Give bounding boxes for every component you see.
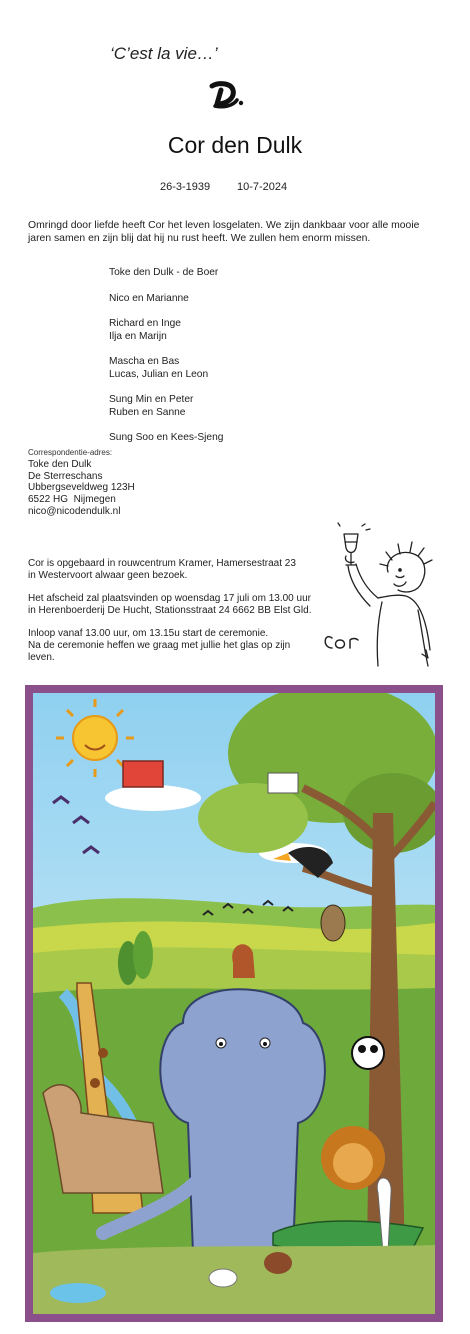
address-line: 6522 HG Nijmegen [28, 494, 116, 506]
family-group [109, 318, 223, 343]
death-date: 10-7-2024 [237, 181, 288, 193]
family-line: Toke den Dulk - de Boer [109, 267, 219, 278]
notice-line: Cor is opgebaard in rouwcentrum Kramer, Hamersestraat 23 [28, 558, 296, 569]
notice-paragraph [28, 593, 311, 617]
family-line: Sung Min en Peter [109, 394, 194, 405]
notice-paragraph [28, 628, 311, 663]
family-line: Mascha en Bas [109, 356, 180, 367]
family-group [109, 356, 223, 381]
family-line: Nico en Marianne [109, 292, 189, 304]
notice-line: Het afscheid zal plaatsvinden op woensdag 17 juli om 13.00 uur [28, 593, 311, 605]
quote: ‘C’est la vie…’ [110, 44, 218, 63]
family-group [109, 432, 223, 445]
family-line: Ilja en Marijn [109, 330, 167, 342]
owl-icon [321, 905, 345, 941]
notice-line: leven. [28, 651, 55, 663]
deceased-name: Cor den Dulk [167, 132, 303, 158]
correspondence-label: Correspondentie-adres: [28, 448, 113, 457]
notice-paragraph [28, 558, 311, 582]
notice-line: in Herenboerderij De Hucht, Stationsstraat 24 6662 BB Elst Gld. [28, 604, 312, 616]
family-line: Ruben en Sanne [109, 406, 186, 418]
monogram-icon [209, 80, 245, 110]
notice-line: Inloop vanaf 13.00 uur, om 13.15u start de ceremonie. [28, 628, 269, 640]
birth-date: 26-3-1939 [160, 181, 211, 193]
family-line: Sung Soo en Kees-Sjeng [109, 432, 224, 443]
family-line: Lucas, Julian en Leon [109, 368, 209, 380]
sun-icon [73, 716, 117, 760]
notice-line: in Westervoort alwaar geen bezoek. [28, 569, 188, 581]
monkey-newspaper-icon [268, 773, 298, 793]
notice-line: Na de ceremonie heffen we graag met jullie het glas op zijn [28, 639, 291, 651]
correspondence-address [28, 459, 135, 518]
family-list [109, 267, 223, 458]
address-line: Ubbergseveldweg 123H [28, 482, 135, 494]
animal-landscape-illustration [33, 693, 435, 1314]
family-group [109, 293, 223, 306]
family-group [109, 267, 223, 280]
self-portrait-sketch-icon [318, 520, 448, 670]
notices [28, 558, 311, 675]
address-line: Toke den Dulk [28, 459, 92, 470]
family-group [109, 394, 223, 419]
address-line[interactable]: nico@nicodendulk.nl [28, 505, 121, 517]
intro-text: Omringd door liefde heeft Cor het leven losgelaten. We zijn dankbaar voor alle mooie jaren samen en zijn blij dat hij nu rust heeft. We zullen hem enorm missen. [28, 220, 420, 244]
address-line: De Sterreschans [28, 470, 103, 482]
family-line: Richard en Inge [109, 318, 181, 329]
flying-painting-icon [123, 761, 163, 787]
panda-icon [352, 1037, 384, 1069]
